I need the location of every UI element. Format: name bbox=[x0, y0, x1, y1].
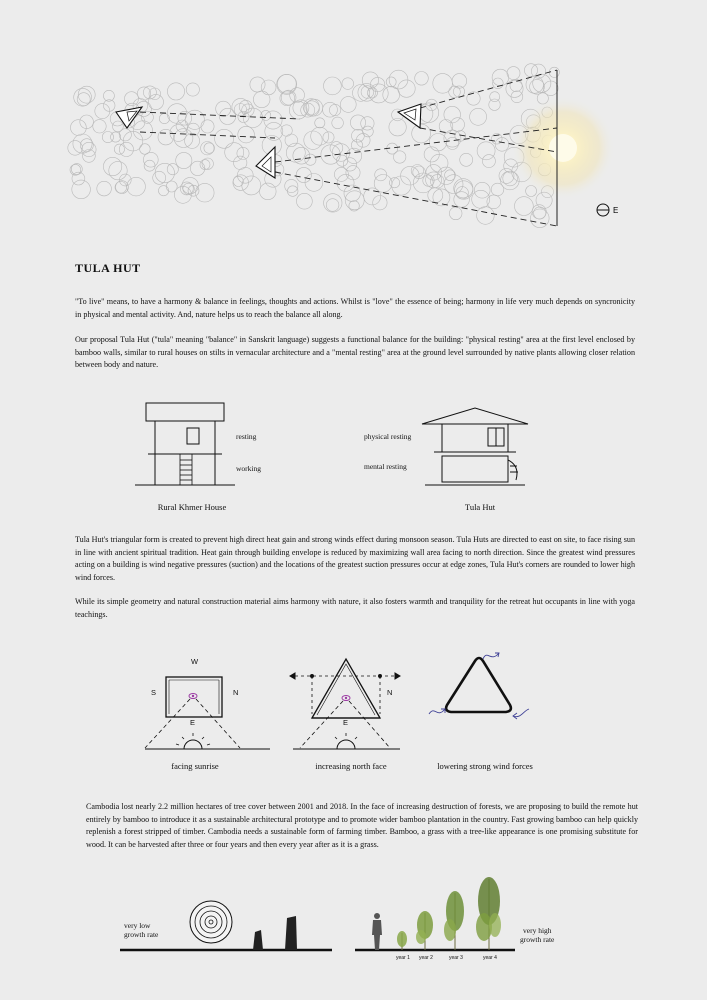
bamboo-year-4 bbox=[476, 877, 501, 950]
tree-canopy bbox=[369, 84, 388, 103]
tree-canopy bbox=[201, 120, 214, 133]
bamboo-year-2 bbox=[416, 911, 433, 950]
intro-paragraph: "To live" means, to have a harmony & balance in feelings, thoughts and actions. Whilst is "love" the essence of being; harmony in life very much depends on syncronicity in physical and mental activity. And, nature helps us to reach the balance all along. bbox=[75, 297, 635, 319]
tree-canopy bbox=[530, 79, 545, 94]
tree-trunk-cross-section bbox=[190, 901, 232, 943]
bamboo-growth-diagram bbox=[355, 875, 525, 955]
tree-stump bbox=[285, 916, 297, 950]
tree-canopy bbox=[389, 119, 406, 136]
compass-icon bbox=[597, 204, 609, 216]
tree-canopy bbox=[238, 126, 255, 143]
tree-canopy bbox=[467, 92, 480, 105]
tree-canopy bbox=[487, 195, 501, 209]
tree-canopy bbox=[167, 164, 178, 175]
tree-canopy bbox=[329, 104, 340, 115]
d1-sun-letter: E bbox=[190, 718, 196, 727]
low-growth-label-2: growth rate bbox=[124, 930, 159, 939]
tree-canopy bbox=[113, 121, 124, 132]
harmony-paragraph: While its simple geometry and natural construction material aims harmony with nature, it also fosters warmth and tranquility for the retreat hut occupants in line with yoga teachings. bbox=[75, 597, 635, 619]
d1-north-letter: W bbox=[191, 657, 199, 666]
tree-canopy bbox=[190, 161, 204, 175]
tree-canopy bbox=[342, 78, 354, 90]
tree-canopy bbox=[470, 108, 487, 125]
tree-canopy bbox=[290, 88, 305, 103]
tree-canopy bbox=[103, 157, 121, 175]
rural-resting-label: resting bbox=[236, 432, 257, 441]
tree-canopy bbox=[242, 176, 261, 195]
tree-canopy bbox=[80, 115, 94, 129]
year-3-label: year 3 bbox=[449, 955, 463, 961]
increasing-north-face-caption: increasing north face bbox=[315, 761, 387, 771]
tree-canopy bbox=[350, 115, 365, 130]
tree-canopy bbox=[215, 129, 234, 148]
tree-canopy bbox=[437, 167, 454, 184]
tree-canopy bbox=[515, 197, 534, 216]
tree-canopy bbox=[315, 118, 325, 128]
tree-canopy bbox=[188, 185, 199, 196]
tree-canopy bbox=[373, 196, 387, 210]
tree-canopy bbox=[526, 76, 543, 93]
tree-canopy bbox=[234, 104, 246, 116]
sun bbox=[549, 134, 577, 162]
tree-canopy bbox=[346, 148, 361, 163]
tree-canopy bbox=[93, 120, 106, 133]
person-silhouette bbox=[372, 913, 382, 950]
tree-canopy bbox=[166, 181, 177, 192]
high-growth-label-1: very high bbox=[523, 926, 552, 935]
tree-canopy bbox=[159, 186, 169, 196]
tree-canopy bbox=[111, 132, 121, 142]
tree-canopy bbox=[281, 90, 296, 105]
d1-east-side-letter: N bbox=[233, 688, 239, 697]
tree-canopy bbox=[140, 144, 151, 155]
tree-canopy bbox=[287, 186, 298, 197]
tree-canopy bbox=[415, 72, 429, 86]
tree-canopy bbox=[250, 77, 265, 92]
tree-canopy bbox=[243, 108, 262, 127]
tree-canopy bbox=[304, 131, 322, 149]
rural-khmer-house-drawing bbox=[140, 400, 240, 490]
page-title: TULA HUT bbox=[75, 261, 141, 275]
facing-sunrise-diagram bbox=[140, 650, 280, 760]
increasing-north-face-diagram bbox=[290, 650, 410, 760]
tree-canopy bbox=[176, 152, 192, 168]
tree-canopy bbox=[446, 137, 458, 149]
tree-canopy bbox=[144, 160, 155, 171]
tree-canopy bbox=[506, 80, 523, 97]
tree-canopy bbox=[433, 74, 453, 94]
tree-canopy bbox=[324, 77, 342, 95]
tree-canopy bbox=[454, 179, 473, 198]
tree-canopy bbox=[356, 133, 370, 147]
tree-canopy bbox=[285, 134, 298, 147]
tree-canopy bbox=[234, 156, 247, 169]
tree-stump bbox=[253, 930, 263, 950]
tree-canopy bbox=[74, 88, 92, 106]
tree-canopy bbox=[343, 158, 356, 171]
tree-canopy bbox=[216, 101, 231, 116]
tree-canopy bbox=[305, 154, 316, 165]
tree-canopy bbox=[155, 163, 174, 182]
tree-canopy bbox=[449, 207, 462, 220]
lowering-wind-forces-caption: lowering strong wind forces bbox=[437, 761, 533, 771]
d2-sun-letter: E bbox=[343, 718, 349, 727]
tree-canopy bbox=[186, 83, 199, 96]
hut-plan-icon bbox=[116, 104, 421, 178]
rural-house-caption: Rural Khmer House bbox=[157, 502, 227, 512]
tree-canopy bbox=[71, 120, 87, 136]
tree-canopy bbox=[159, 114, 169, 124]
tree-canopy bbox=[489, 99, 500, 110]
tree-canopy-field bbox=[68, 64, 560, 228]
year-4-label: year 4 bbox=[483, 955, 497, 961]
tula-mental-resting-label: mental resting bbox=[364, 462, 407, 471]
tree-canopy bbox=[137, 87, 150, 100]
tree-canopy bbox=[394, 151, 406, 163]
bamboo-paragraph: Cambodia lost nearly 2.2 million hectares of tree cover between 2001 and 2018. In the face of increasing destruction of forests, we are proposing to build the remote hut entirely by bamboo to introduce it as a sustainable architectural prototype and to promote wider bamboo plantation in the country. Fast growing bamboo can help quickly replenish a forest stripped of timber. Cambodia needs a sustainable form of farming timber. Bamboo, a grass with a tree-like appearance is one promising substitute for wood. It can be harvested after three or four years and then every year after as it is a grass. bbox=[86, 802, 638, 849]
tula-hut-caption: Tula Hut bbox=[464, 502, 496, 512]
tula-hut-section-drawing bbox=[420, 400, 540, 490]
low-growth-label-1: very low bbox=[124, 921, 151, 930]
tree-canopy bbox=[472, 190, 490, 208]
tree-canopy bbox=[97, 181, 112, 196]
tree-canopy bbox=[433, 189, 450, 206]
tree-canopy bbox=[477, 207, 495, 225]
tula-physical-resting-label: physical resting bbox=[364, 432, 412, 441]
tree-canopy bbox=[340, 97, 356, 113]
tree-canopy bbox=[242, 104, 254, 116]
d2-side-letter: N bbox=[387, 688, 393, 697]
d1-west-letter: S bbox=[151, 688, 157, 697]
proposal-paragraph: Our proposal Tula Hut ("tula" meaning "balance" in Sanskrit language) suggests a functional balance for the building: "physical resting" area at the first level enclosed by bamboo walls, similar to rural houses on stilts in vernacular architecture and a "mental resting" area at the ground level surrounded by native plants allowing closer relation between body and nature. bbox=[75, 335, 635, 370]
tree-canopy bbox=[477, 142, 495, 160]
tree-canopy bbox=[253, 91, 270, 108]
tree-canopy bbox=[261, 80, 276, 95]
tree-canopy bbox=[503, 171, 518, 186]
site-plan-diagram bbox=[0, 0, 707, 240]
tree-canopy bbox=[524, 64, 537, 77]
year-1-label: year 1 bbox=[396, 955, 410, 961]
tree-canopy bbox=[109, 161, 127, 179]
timber-growth-diagram bbox=[120, 895, 340, 955]
tree-canopy bbox=[125, 92, 139, 106]
tree-canopy bbox=[305, 174, 323, 192]
tree-canopy bbox=[389, 70, 408, 89]
tree-canopy bbox=[326, 199, 339, 212]
tree-canopy bbox=[133, 121, 152, 140]
lowering-wind-forces-diagram bbox=[425, 645, 545, 755]
tree-canopy bbox=[293, 147, 310, 164]
tree-canopy bbox=[297, 193, 313, 209]
bamboo-year-1 bbox=[397, 931, 407, 950]
tree-canopy bbox=[492, 69, 509, 86]
tree-canopy bbox=[127, 177, 146, 196]
facing-sunrise-caption: facing sunrise bbox=[171, 761, 219, 771]
tree-canopy bbox=[332, 117, 344, 129]
tree-canopy bbox=[225, 143, 244, 162]
tree-canopy bbox=[148, 94, 163, 109]
tree-canopy bbox=[412, 124, 431, 143]
tree-canopy bbox=[491, 183, 504, 196]
tree-canopy bbox=[460, 153, 473, 166]
tree-canopy bbox=[454, 192, 470, 208]
tree-canopy bbox=[510, 79, 522, 91]
compass-east-label: E bbox=[613, 206, 619, 215]
tree-canopy bbox=[482, 155, 495, 168]
tree-canopy bbox=[330, 142, 343, 155]
tree-canopy bbox=[311, 127, 329, 145]
tree-canopy bbox=[303, 99, 319, 115]
tree-canopy bbox=[549, 67, 559, 77]
tree-canopy bbox=[304, 101, 319, 116]
triangular-form-paragraph: Tula Hut's triangular form is created to prevent high direct heat gain and strong winds effect during monsoon season. Tula Huts are directed to east on site, to face rising sun in line with ancient spiritual tradition. Heat gain through building envelope is reduced by maximizing wall area facing to north direction. Since the greatest wind pressures acting on a building is wind negative pressures (suction) and the locations of the greatest suction pressures occur at edge zones, Tula Hut's corners are rounded to lower high wind forces. bbox=[75, 535, 635, 582]
tree-canopy bbox=[174, 129, 193, 148]
tree-canopy bbox=[167, 83, 184, 100]
high-growth-label-2: growth rate bbox=[520, 935, 555, 944]
rural-working-label: working bbox=[236, 464, 261, 473]
year-2-label: year 2 bbox=[419, 955, 433, 961]
bamboo-year-3 bbox=[444, 891, 464, 950]
tree-canopy bbox=[72, 180, 91, 199]
